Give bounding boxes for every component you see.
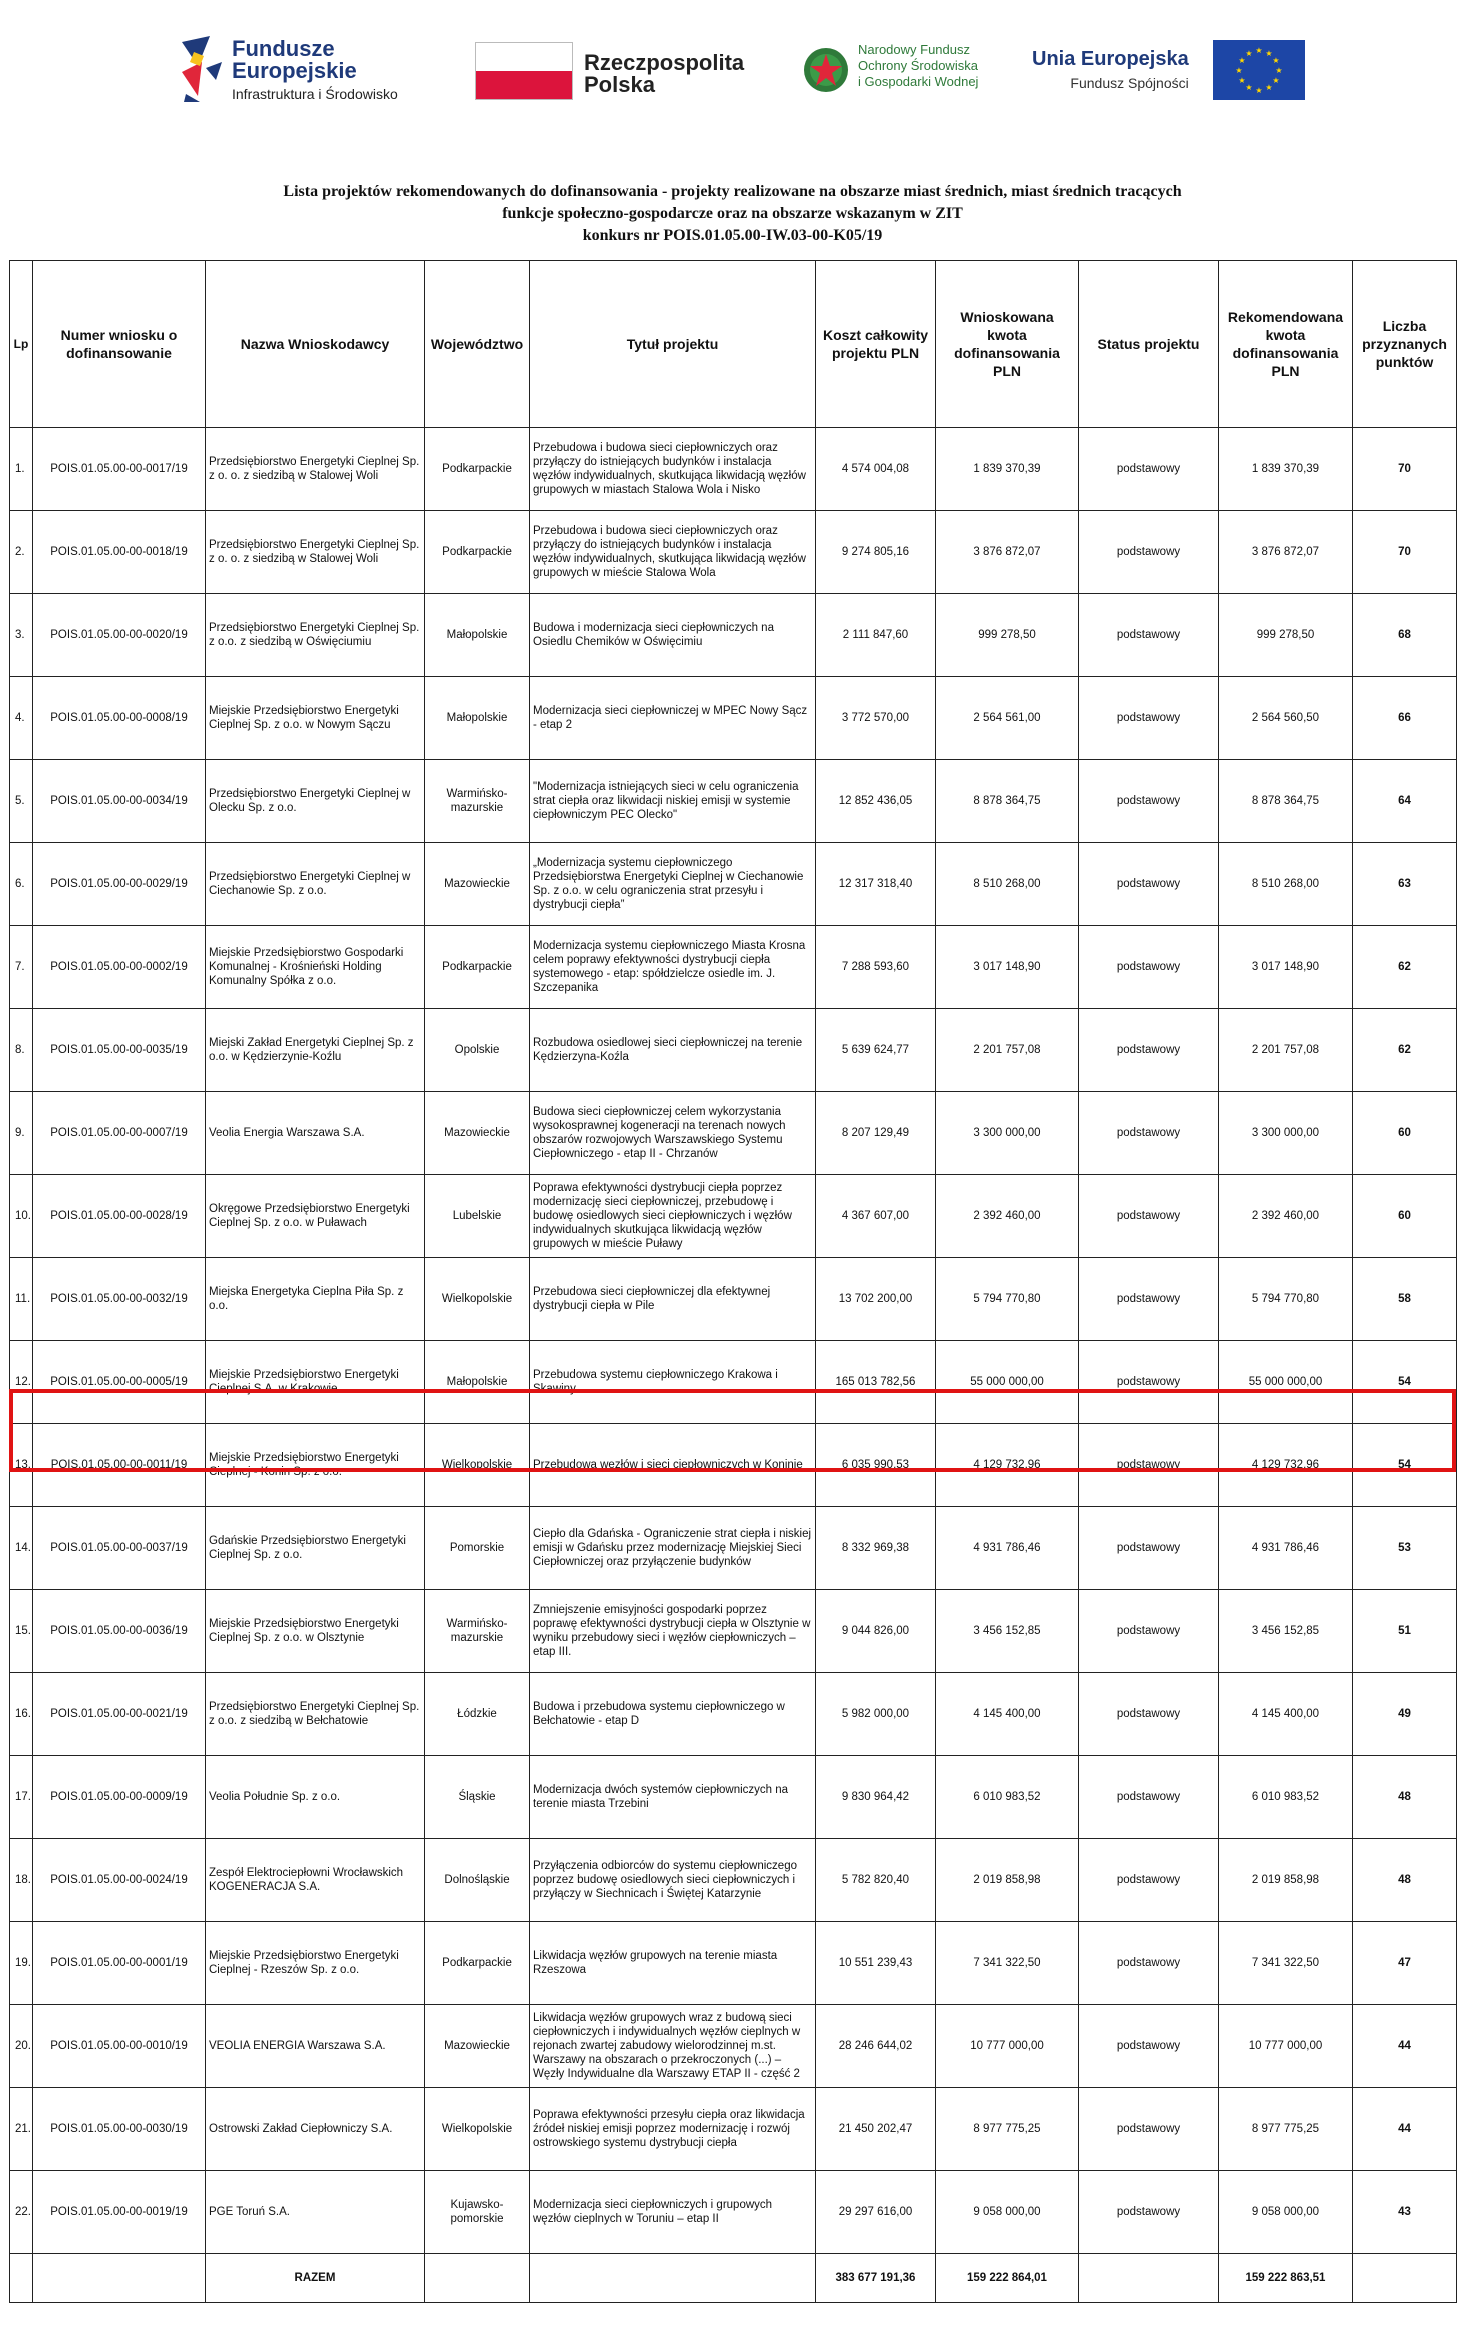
row-lp: 6. [10,843,33,926]
unia-europejska-text: Unia Europejska Fundusz Spójności [1032,48,1189,91]
row-nazwa: PGE Toruń S.A. [206,2171,425,2254]
row-status: podstawowy [1079,843,1219,926]
table-row [10,594,1457,677]
header-wojewodztwo: Województwo [425,261,530,428]
svg-text:★: ★ [1265,49,1273,58]
row-numer: POIS.01.05.00-00-0005/19 [33,1341,206,1424]
row-punkty: 62 [1353,1009,1457,1092]
row-numer: POIS.01.05.00-00-0036/19 [33,1590,206,1673]
row-lp: 16. [10,1673,33,1756]
row-punkty: 43 [1353,2171,1457,2254]
table-row [10,1756,1457,1839]
row-rekomendowana: 10 777 000,00 [1219,2005,1353,2088]
row-wnioskowana: 4 931 786,46 [936,1507,1079,1590]
row-wojewodztwo: Wielkopolskie [425,2088,530,2171]
row-tytul: Budowa sieci ciepłowniczej celem wykorzystania wysokosprawnej kogeneracji na terenach nowych obszarów rozwojowych Warszawskiego Systemu Ciepłowniczego - etap II - Chrzanów [530,1092,816,1175]
row-numer: POIS.01.05.00-00-0032/19 [33,1258,206,1341]
row-numer: POIS.01.05.00-00-0034/19 [33,760,206,843]
row-nazwa: Miejskie Przedsiębiorstwo Energetyki Cieplnej S.A. w Krakowie [206,1341,425,1424]
summary-row [10,2254,1457,2303]
row-rekomendowana: 3 876 872,07 [1219,511,1353,594]
row-punkty: 63 [1353,843,1457,926]
row-wojewodztwo: Wielkopolskie [425,1258,530,1341]
row-nazwa: Gdańskie Przedsiębiorstwo Energetyki Cieplnej Sp. z o.o. [206,1507,425,1590]
header-wnioskowana: Wnioskowana kwota dofinansowania PLN [936,261,1079,428]
row-wojewodztwo: Opolskie [425,1009,530,1092]
row-wojewodztwo: Wielkopolskie [425,1424,530,1507]
summary-rekomendowana: 159 222 863,51 [1219,2254,1353,2303]
row-numer: POIS.01.05.00-00-0017/19 [33,428,206,511]
row-wnioskowana: 5 794 770,80 [936,1258,1079,1341]
row-lp: 7. [10,926,33,1009]
row-lp: 10. [10,1175,33,1258]
row-koszt: 4 574 004,08 [816,428,936,511]
row-status: podstawowy [1079,1590,1219,1673]
row-tytul: Likwidacja węzłów grupowych na terenie miasta Rzeszowa [530,1922,816,2005]
document-title [0,181,1465,247]
title-line-2: funkcje społeczno-gospodarcze oraz na obszarze wskazanym w ZIT [502,205,963,222]
header-rekomendowana: Rekomendowana kwota dofinansowania PLN [1219,261,1353,428]
row-lp: 8. [10,1009,33,1092]
row-wnioskowana: 8 977 775,25 [936,2088,1079,2171]
row-rekomendowana: 3 017 148,90 [1219,926,1353,1009]
row-lp: 12. [10,1341,33,1424]
row-status: podstawowy [1079,1673,1219,1756]
table-row [10,2088,1457,2171]
row-wnioskowana: 7 341 322,50 [936,1922,1079,2005]
row-tytul: Zmniejszenie emisyjności gospodarki poprzez poprawę efektywności dystrybucji ciepła w Olsztynie w wyniku przebudowy sieci i węzłów ciepłowniczych – etap III. [530,1590,816,1673]
row-koszt: 5 982 000,00 [816,1673,936,1756]
table-row [10,1839,1457,1922]
row-status: podstawowy [1079,2088,1219,2171]
row-numer: POIS.01.05.00-00-0001/19 [33,1922,206,2005]
header-tytul: Tytuł projektu [530,261,816,428]
table-header-row [10,261,1457,428]
svg-text:★: ★ [1272,56,1280,65]
row-lp: 15. [10,1590,33,1673]
row-koszt: 29 297 616,00 [816,2171,936,2254]
row-status: podstawowy [1079,1009,1219,1092]
row-koszt: 165 013 782,56 [816,1341,936,1424]
row-rekomendowana: 2 564 560,50 [1219,677,1353,760]
row-wnioskowana: 2 201 757,08 [936,1009,1079,1092]
row-wojewodztwo: Lubelskie [425,1175,530,1258]
row-punkty: 49 [1353,1673,1457,1756]
row-nazwa: Przedsiębiorstwo Energetyki Cieplnej w Olecku Sp. z o.o. [206,760,425,843]
row-wojewodztwo: Mazowieckie [425,843,530,926]
row-tytul: „Modernizacja systemu ciepłowniczego Przedsiębiorstwa Energetyki Cieplnej w Ciechanowie Sp. z o.o. w celu ograniczenia strat przesyłu i dystrybucji ciepła” [530,843,816,926]
row-numer: POIS.01.05.00-00-0035/19 [33,1009,206,1092]
row-punkty: 70 [1353,428,1457,511]
row-koszt: 3 772 570,00 [816,677,936,760]
row-numer: POIS.01.05.00-00-0002/19 [33,926,206,1009]
row-wojewodztwo: Warmińsko-mazurskie [425,760,530,843]
row-punkty: 66 [1353,677,1457,760]
table-row [10,511,1457,594]
row-koszt: 21 450 202,47 [816,2088,936,2171]
row-wnioskowana: 3 300 000,00 [936,1092,1079,1175]
row-wojewodztwo: Podkarpackie [425,926,530,1009]
row-koszt: 12 317 318,40 [816,843,936,926]
table-row [10,926,1457,1009]
row-rekomendowana: 6 010 983,52 [1219,1756,1353,1839]
row-wojewodztwo: Podkarpackie [425,1922,530,2005]
row-tytul: Modernizacja sieci ciepłowniczej w MPEC Nowy Sącz - etap 2 [530,677,816,760]
row-wnioskowana: 1 839 370,39 [936,428,1079,511]
table-row [10,1507,1457,1590]
table-row [10,760,1457,843]
row-tytul: Przyłączenia odbiorców do systemu ciepłowniczego poprzez budowę osiedlowych sieci ciepłowniczych i przyłączy w Siechnicach i Świętej Katarzynie [530,1839,816,1922]
row-koszt: 9 830 964,42 [816,1756,936,1839]
row-tytul: Budowa i modernizacja sieci ciepłowniczych na Osiedlu Chemików w Oświęcimiu [530,594,816,677]
row-numer: POIS.01.05.00-00-0018/19 [33,511,206,594]
row-status: podstawowy [1079,594,1219,677]
row-lp: 9. [10,1092,33,1175]
row-status: podstawowy [1079,1507,1219,1590]
row-lp: 1. [10,428,33,511]
svg-text:★: ★ [1275,66,1283,75]
row-numer: POIS.01.05.00-00-0007/19 [33,1092,206,1175]
row-wojewodztwo: Dolnośląskie [425,1839,530,1922]
row-wojewodztwo: Małopolskie [425,594,530,677]
fundusze-europejskie-logo-icon [180,32,224,104]
row-punkty: 48 [1353,1839,1457,1922]
row-lp: 22. [10,2171,33,2254]
row-koszt: 5 639 624,77 [816,1009,936,1092]
table-row [10,428,1457,511]
row-nazwa: Miejskie Przedsiębiorstwo Gospodarki Komunalnej - Krośnieński Holding Komunalny Spółka z o.o. [206,926,425,1009]
row-nazwa: Przedsiębiorstwo Energetyki Cieplnej Sp. z o. o. z siedzibą w Stalowej Woli [206,428,425,511]
row-rekomendowana: 999 278,50 [1219,594,1353,677]
row-lp: 17. [10,1756,33,1839]
row-punkty: 47 [1353,1922,1457,2005]
row-wojewodztwo: Mazowieckie [425,1092,530,1175]
row-koszt: 8 332 969,38 [816,1507,936,1590]
row-koszt: 4 367 607,00 [816,1175,936,1258]
row-rekomendowana: 3 456 152,85 [1219,1590,1353,1673]
header-punkty: Liczba przyznanych punktów [1353,261,1457,428]
row-nazwa: Okręgowe Przedsiębiorstwo Energetyki Cieplnej Sp. z o.o. w Puławach [206,1175,425,1258]
row-tytul: Likwidacja węzłów grupowych wraz z budową sieci ciepłowniczych i indywidualnych węzłów cieplnych w rejonach zwartej zabudowy wielorodzinnej m.st. Warszawy na obszarach o przekroczonych (...) – Węzły Indywidualne dla Warszawy ETAP II - część 2 [530,2005,816,2088]
summary-koszt: 383 677 191,36 [816,2254,936,2303]
row-punkty: 51 [1353,1590,1457,1673]
row-wojewodztwo: Łódzkie [425,1673,530,1756]
row-status: podstawowy [1079,1424,1219,1507]
polish-flag-icon [475,42,573,100]
row-rekomendowana: 8 977 775,25 [1219,2088,1353,2171]
row-rekomendowana: 4 145 400,00 [1219,1673,1353,1756]
row-tytul: Modernizacja sieci ciepłowniczych i grupowych węzłów cieplnych w Toruniu – etap II [530,2171,816,2254]
svg-text:★: ★ [1238,76,1246,85]
row-wojewodztwo: Podkarpackie [425,511,530,594]
nfosigw-text: Narodowy Fundusz Ochrony Środowiska i Gospodarki Wodnej [858,42,979,89]
row-wnioskowana: 10 777 000,00 [936,2005,1079,2088]
header-koszt: Koszt całkowity projektu PLN [816,261,936,428]
row-status: podstawowy [1079,511,1219,594]
row-rekomendowana: 1 839 370,39 [1219,428,1353,511]
row-status: podstawowy [1079,1341,1219,1424]
row-status: podstawowy [1079,760,1219,843]
row-tytul: Ciepło dla Gdańska - Ograniczenie strat ciepła i niskiej emisji w Gdańsku przez modernizację Miejskiej Sieci Ciepłowniczej oraz przyłączenie budynków [530,1507,816,1590]
logo-strip [0,28,1465,108]
svg-text:★: ★ [1265,83,1273,92]
row-numer: POIS.01.05.00-00-0010/19 [33,2005,206,2088]
table-row [10,1341,1457,1424]
row-lp: 19. [10,1922,33,2005]
nfosigw-logo-icon [800,40,858,98]
row-tytul: Modernizacja systemu ciepłowniczego Miasta Krosna celem poprawy efektywności dystrybucji ciepła systemowego - etap: spółdzielcze osiedle im. J. Szczepanika [530,926,816,1009]
row-wnioskowana: 9 058 000,00 [936,2171,1079,2254]
row-lp: 20. [10,2005,33,2088]
row-nazwa: Miejskie Przedsiębiorstwo Energetyki Cieplnej Sp. z o.o. w Olsztynie [206,1590,425,1673]
table-row [10,1673,1457,1756]
row-rekomendowana: 5 794 770,80 [1219,1258,1353,1341]
row-lp: 14. [10,1507,33,1590]
row-numer: POIS.01.05.00-00-0020/19 [33,594,206,677]
row-lp: 5. [10,760,33,843]
row-rekomendowana: 4 931 786,46 [1219,1507,1353,1590]
row-wojewodztwo: Małopolskie [425,1341,530,1424]
row-wojewodztwo: Mazowieckie [425,2005,530,2088]
row-nazwa: Zespół Elektrociepłowni Wrocławskich KOGENERACJA S.A. [206,1839,425,1922]
header-numer: Numer wniosku o dofinansowanie [33,261,206,428]
svg-text:★: ★ [1245,49,1253,58]
row-tytul: "Modernizacja istniejących sieci w celu ograniczenia strat ciepła oraz likwidacji niskiej emisji w systemie ciepłowniczym PEC Olecko" [530,760,816,843]
row-tytul: Przebudowa systemu ciepłowniczego Krakowa i Skawiny [530,1341,816,1424]
row-wnioskowana: 55 000 000,00 [936,1341,1079,1424]
table-row [10,843,1457,926]
row-numer: POIS.01.05.00-00-0037/19 [33,1507,206,1590]
row-wnioskowana: 8 510 268,00 [936,843,1079,926]
row-wojewodztwo: Pomorskie [425,1507,530,1590]
row-status: podstawowy [1079,1839,1219,1922]
row-rekomendowana: 7 341 322,50 [1219,1922,1353,2005]
table-row [10,1922,1457,2005]
row-numer: POIS.01.05.00-00-0021/19 [33,1673,206,1756]
table-row [10,2005,1457,2088]
row-wnioskowana: 3 876 872,07 [936,511,1079,594]
row-tytul: Przebudowa sieci ciepłowniczej dla efektywnej dystrybucji ciepła w Pile [530,1258,816,1341]
row-nazwa: Miejskie Przedsiębiorstwo Energetyki Cieplnej - Rzeszów Sp. z o.o. [206,1922,425,2005]
rzeczpospolita-polska-text: Rzeczpospolita Polska [584,50,745,97]
summary-label: RAZEM [206,2254,425,2303]
row-tytul: Przebudowa i budowa sieci ciepłowniczych oraz przyłączy do istniejących budynków i instalacja węzłów indywidualnych, skutkująca likwidacją węzłów grupowych w miastach Stalowa Wola i Nisko [530,428,816,511]
row-nazwa: Miejskie Przedsiębiorstwo Energetyki Cieplnej - Konin Sp. z o.o. [206,1424,425,1507]
row-nazwa: Miejska Energetyka Cieplna Piła Sp. z o.o. [206,1258,425,1341]
row-koszt: 8 207 129,49 [816,1092,936,1175]
row-koszt: 10 551 239,43 [816,1922,936,2005]
row-numer: POIS.01.05.00-00-0024/19 [33,1839,206,1922]
row-tytul: Rozbudowa osiedlowej sieci ciepłowniczej na terenie Kędzierzyna-Koźla [530,1009,816,1092]
row-status: podstawowy [1079,1258,1219,1341]
row-numer: POIS.01.05.00-00-0028/19 [33,1175,206,1258]
row-lp: 3. [10,594,33,677]
row-wnioskowana: 4 129 732,96 [936,1424,1079,1507]
row-rekomendowana: 2 201 757,08 [1219,1009,1353,1092]
table-row [10,1175,1457,1258]
row-rekomendowana: 8 878 364,75 [1219,760,1353,843]
table-row [10,1258,1457,1341]
title-line-1: Lista projektów rekomendowanych do dofinansowania - projekty realizowane na obszarze miast średnich, miast średnich tracących [283,183,1182,200]
row-rekomendowana: 8 510 268,00 [1219,843,1353,926]
row-nazwa: Przedsiębiorstwo Energetyki Cieplnej Sp. z o.o. z siedzibą w Bełchatowie [206,1673,425,1756]
row-koszt: 6 035 990,53 [816,1424,936,1507]
row-punkty: 58 [1353,1258,1457,1341]
row-wojewodztwo: Małopolskie [425,677,530,760]
row-nazwa: Przedsiębiorstwo Energetyki Cieplnej Sp. z o. o. z siedzibą w Stalowej Woli [206,511,425,594]
row-rekomendowana: 2 392 460,00 [1219,1175,1353,1258]
table-row [10,1590,1457,1673]
row-nazwa: Przedsiębiorstwo Energetyki Cieplnej w Ciechanowie Sp. z o.o. [206,843,425,926]
row-punkty: 44 [1353,2005,1457,2088]
row-wnioskowana: 8 878 364,75 [936,760,1079,843]
row-punkty: 44 [1353,2088,1457,2171]
row-wnioskowana: 4 145 400,00 [936,1673,1079,1756]
row-punkty: 70 [1353,511,1457,594]
row-status: podstawowy [1079,926,1219,1009]
row-tytul: Poprawa efektywności przesyłu ciepła oraz likwidacja źródeł niskiej emisji poprzez modernizację i rozwój ostrowskiego systemu dystrybucji ciepła [530,2088,816,2171]
row-punkty: 54 [1353,1341,1457,1424]
row-punkty: 64 [1353,760,1457,843]
row-status: podstawowy [1079,1922,1219,2005]
svg-text:★: ★ [1235,66,1243,75]
row-numer: POIS.01.05.00-00-0011/19 [33,1424,206,1507]
row-wojewodztwo: Warmińsko-mazurskie [425,1590,530,1673]
svg-text:★: ★ [1238,56,1246,65]
row-punkty: 62 [1353,926,1457,1009]
header-nazwa: Nazwa Wnioskodawcy [206,261,425,428]
row-rekomendowana: 9 058 000,00 [1219,2171,1353,2254]
row-wojewodztwo: Kujawsko-pomorskie [425,2171,530,2254]
row-numer: POIS.01.05.00-00-0019/19 [33,2171,206,2254]
row-wnioskowana: 2 392 460,00 [936,1175,1079,1258]
row-status: podstawowy [1079,428,1219,511]
row-lp: 11. [10,1258,33,1341]
row-rekomendowana: 4 129 732,96 [1219,1424,1353,1507]
row-wnioskowana: 2 564 561,00 [936,677,1079,760]
row-nazwa: Ostrowski Zakład Ciepłowniczy S.A. [206,2088,425,2171]
svg-text:★: ★ [1272,76,1280,85]
row-wojewodztwo: Śląskie [425,1756,530,1839]
row-koszt: 9 274 805,16 [816,511,936,594]
row-punkty: 60 [1353,1175,1457,1258]
row-wnioskowana: 6 010 983,52 [936,1756,1079,1839]
row-status: podstawowy [1079,2005,1219,2088]
row-nazwa: Miejski Zakład Energetyki Cieplnej Sp. z o.o. w Kędzierzynie-Koźlu [206,1009,425,1092]
row-numer: POIS.01.05.00-00-0008/19 [33,677,206,760]
projects-table [9,260,1457,2303]
row-rekomendowana: 3 300 000,00 [1219,1092,1353,1175]
row-tytul: Budowa i przebudowa systemu ciepłowniczego w Bełchatowie - etap D [530,1673,816,1756]
row-punkty: 60 [1353,1092,1457,1175]
summary-wnioskowana: 159 222 864,01 [936,2254,1079,2303]
row-nazwa: Miejskie Przedsiębiorstwo Energetyki Cieplnej Sp. z o.o. w Nowym Sączu [206,677,425,760]
row-numer: POIS.01.05.00-00-0030/19 [33,2088,206,2171]
row-lp: 2. [10,511,33,594]
row-status: podstawowy [1079,2171,1219,2254]
title-line-3: konkurs nr POIS.01.05.00-IW.03-00-K05/19 [582,227,883,244]
row-lp: 13. [10,1424,33,1507]
row-koszt: 2 111 847,60 [816,594,936,677]
row-status: podstawowy [1079,677,1219,760]
row-rekomendowana: 2 019 858,98 [1219,1839,1353,1922]
row-lp: 18. [10,1839,33,1922]
table-row [10,2171,1457,2254]
row-punkty: 48 [1353,1756,1457,1839]
row-wnioskowana: 999 278,50 [936,594,1079,677]
svg-text:★: ★ [1245,83,1253,92]
row-status: podstawowy [1079,1756,1219,1839]
row-koszt: 28 246 644,02 [816,2005,936,2088]
row-nazwa: Veolia Energia Warszawa S.A. [206,1092,425,1175]
row-koszt: 7 288 593,60 [816,926,936,1009]
row-lp: 21. [10,2088,33,2171]
header-lp: Lp [10,261,33,428]
row-tytul: Przebudowa i budowa sieci ciepłowniczych oraz przyłączy do istniejących budynków i instalacja węzłów indywidualnych, skutkująca likwidacją węzłów grupowych w mieście Stalowa Wola [530,511,816,594]
row-punkty: 53 [1353,1507,1457,1590]
row-lp: 4. [10,677,33,760]
row-status: podstawowy [1079,1175,1219,1258]
row-wnioskowana: 3 456 152,85 [936,1590,1079,1673]
svg-text:★: ★ [1255,86,1263,95]
svg-text:★: ★ [1255,46,1263,55]
row-koszt: 9 044 826,00 [816,1590,936,1673]
table-row [10,1424,1457,1507]
row-koszt: 12 852 436,05 [816,760,936,843]
header-status: Status projektu [1079,261,1219,428]
row-tytul: Poprawa efektywności dystrybucji ciepła poprzez modernizację sieci ciepłowniczej, przebudowę i budowę osiedlowych sieci ciepłowniczych i węzłów indywidualnych skutkująca likwidacją węzłów grupowych w mieście Puławy [530,1175,816,1258]
row-rekomendowana: 55 000 000,00 [1219,1341,1353,1424]
row-tytul: Przebudowa węzłów i sieci ciepłowniczych w Koninie [530,1424,816,1507]
row-punkty: 54 [1353,1424,1457,1507]
row-numer: POIS.01.05.00-00-0029/19 [33,843,206,926]
fundusze-europejskie-text: Fundusze Europejskie Infrastruktura i Środowisko [232,36,398,102]
row-wnioskowana: 3 017 148,90 [936,926,1079,1009]
table-row [10,677,1457,760]
row-koszt: 13 702 200,00 [816,1258,936,1341]
row-nazwa: Veolia Południe Sp. z o.o. [206,1756,425,1839]
row-status: podstawowy [1079,1092,1219,1175]
row-koszt: 5 782 820,40 [816,1839,936,1922]
eu-flag-icon [1213,40,1305,100]
table-row [10,1009,1457,1092]
row-wnioskowana: 2 019 858,98 [936,1839,1079,1922]
row-punkty: 68 [1353,594,1457,677]
row-tytul: Modernizacja dwóch systemów ciepłowniczych na terenie miasta Trzebini [530,1756,816,1839]
table-row [10,1092,1457,1175]
row-nazwa: Przedsiębiorstwo Energetyki Cieplnej Sp. z o.o. z siedzibą w Oświęciumiu [206,594,425,677]
row-numer: POIS.01.05.00-00-0009/19 [33,1756,206,1839]
row-nazwa: VEOLIA ENERGIA Warszawa S.A. [206,2005,425,2088]
row-wojewodztwo: Podkarpackie [425,428,530,511]
